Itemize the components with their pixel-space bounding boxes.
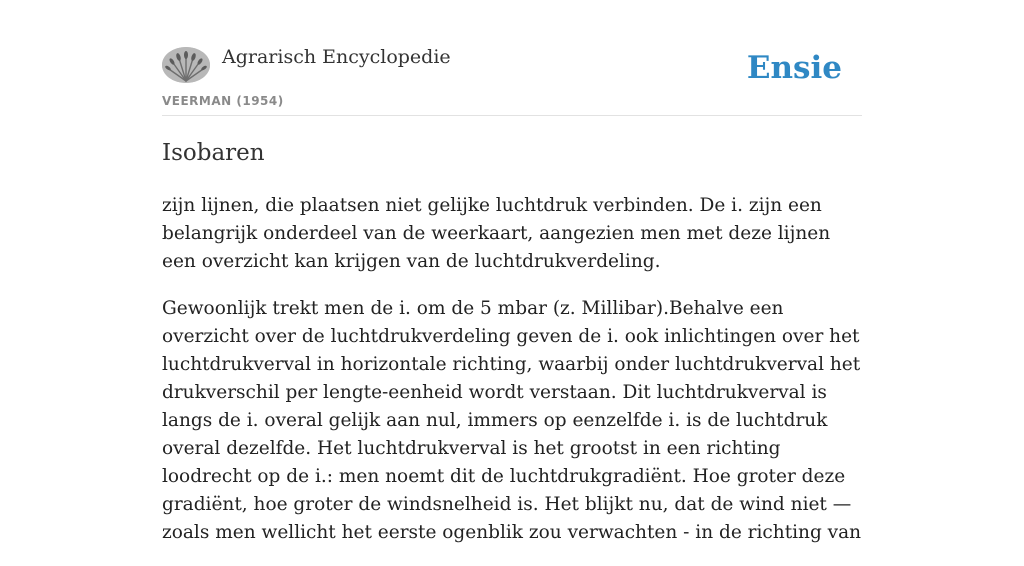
header-divider <box>162 115 862 116</box>
source-header <box>162 44 862 116</box>
article-title: Isobaren <box>162 140 265 166</box>
article-paragraph: Gewoonlijk trekt men de i. om de 5 mbar (z. Millibar).Behalve een overzicht over de luchtdrukverdeling geven de i. ook inlichtingen over het luchtdrukverval in horizontale richting, waarbij onder luchtdrukverval het drukverschil per lengte-eenheid wordt verstaan. Dit luchtdrukverval is langs de i. overal gelijk aan nul, immers op eenzelfde i. is de luchtdruk overal dezelfde. Het luchtdrukverval is het grootst in een richting loodrecht op de i.: men noemt dit de luchtdrukgradiënt. Hoe groter deze gradiënt, hoe groter de windsnelheid is. Het blijkt nu, dat de wind niet — zoals men wellicht het eerste ogenblik zou verwachten - in de richting van <box>162 298 862 543</box>
wheat-sheaf-icon[interactable] <box>162 47 210 83</box>
article-body <box>162 192 862 566</box>
brand-logo[interactable]: Ensie <box>746 50 842 86</box>
source-meta: VEERMAN (1954) <box>162 94 284 108</box>
article-paragraph: zijn lijnen, die plaatsen niet gelijke luchtdruk verbinden. De i. zijn een belangrijk onderdeel van de weerkaart, aangezien men met deze lijnen een overzicht kan krijgen van de luchtdrukverdeling. <box>162 195 831 272</box>
source-title[interactable]: Agrarisch Encyclopedie <box>222 46 451 68</box>
